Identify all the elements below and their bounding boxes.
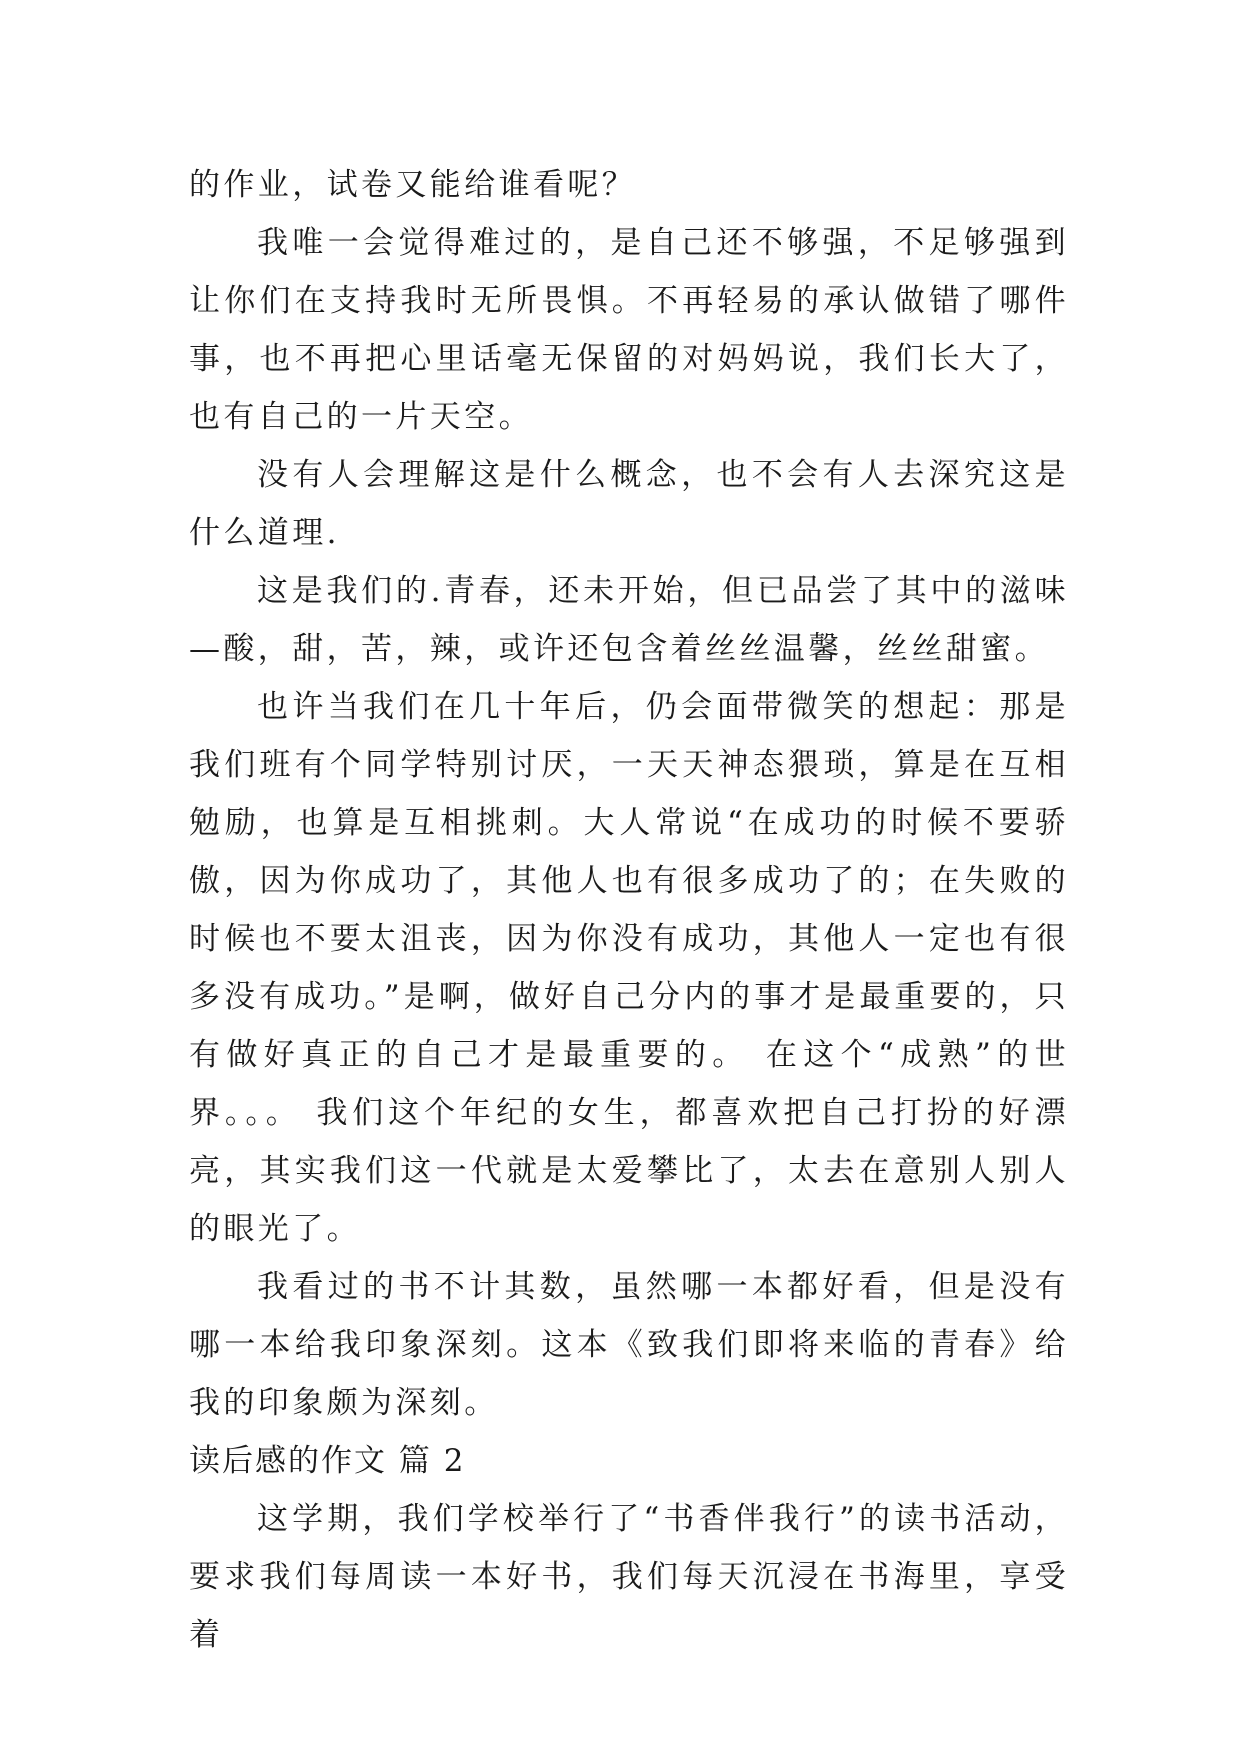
paragraph: 这学期，我们学校举行了“书香伴我行”的读书活动，要求我们每周读一本好书，我们每天沉浸在书海里，享受着 bbox=[189, 1501, 1069, 1653]
paragraph: 也许当我们在几十年后，仍会面带微笑的想起：那是我们班有个同学特别讨厌，一天天神态猥琐，算是在互相勉励，也算是互相挑刺。大人常说“在成功的时候不要骄傲，因为你成功了，其他人也有很多成功了的；在失败的时候也不要太沮丧，因为你没有成功，其他人一定也有很多没有成功。”是啊，做好自己分内的事才是最重要的，只有做好真正的自己才是最重要的。 在这个“成熟”的世界。。。 我们这个年纪的女生，都喜欢把自己打扮的好漂亮，其实我们这一代就是太爱攀比了，太去在意别人别人的眼光了。 bbox=[189, 689, 1069, 1247]
paragraph: 没有人会理解这是什么概念，也不会有人去深究这是什么道理. bbox=[189, 457, 1069, 551]
paragraph-continuation: 的作业，试卷又能给谁看呢？ bbox=[189, 167, 637, 203]
paragraph: 这是我们的.青春，还未开始，但已品尝了其中的滋味—酸，甜，苦，辣，或许还包含着丝丝温馨，丝丝甜蜜。 bbox=[189, 573, 1069, 667]
document-body bbox=[189, 156, 1069, 1664]
paragraph: 我看过的书不计其数，虽然哪一本都好看，但是没有哪一本给我印象深刻。这本《致我们即将来临的青春》给我的印象颇为深刻。 bbox=[189, 1269, 1069, 1421]
section-heading: 读后感的作文 篇 2 bbox=[189, 1443, 466, 1479]
paragraph: 我唯一会觉得难过的，是自己还不够强，不足够强到让你们在支持我时无所畏惧。不再轻易的承认做错了哪件事，也不再把心里话毫无保留的对妈妈说，我们长大了，也有自己的一片天空。 bbox=[189, 225, 1069, 435]
